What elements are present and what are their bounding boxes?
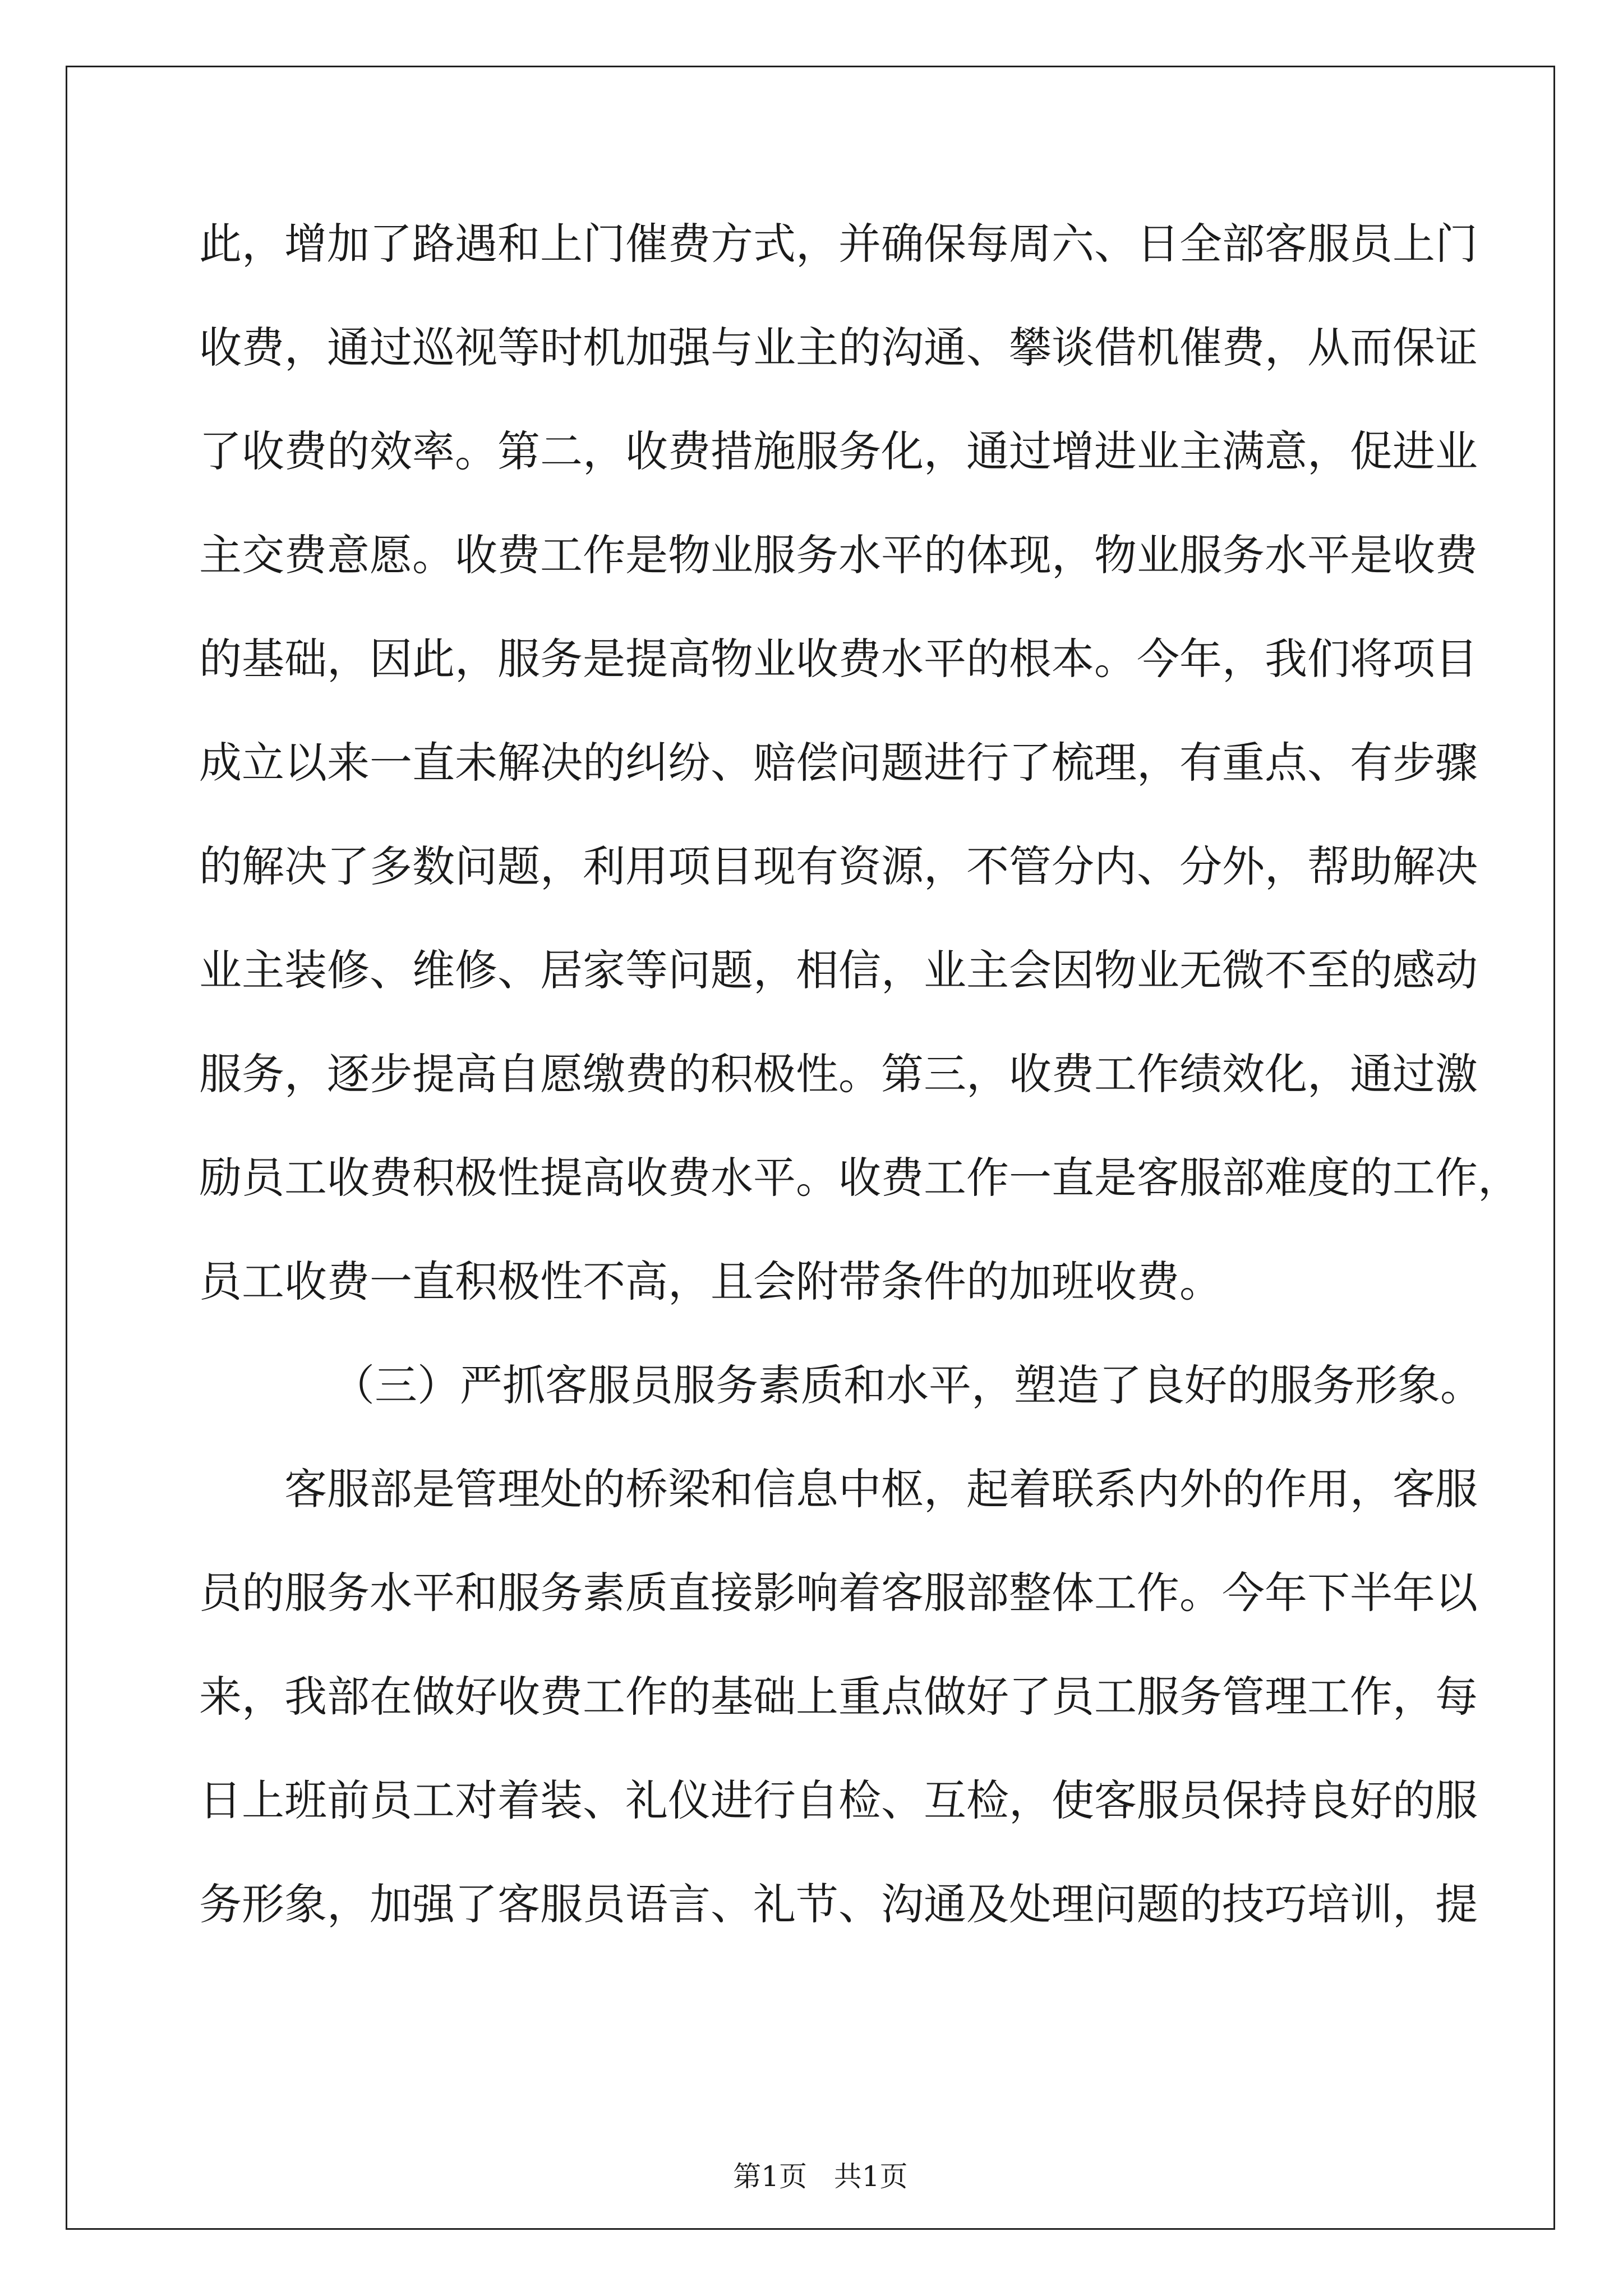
text-line: 员的服务水平和服务素质直接影响着客服部整体工作。今年下半年以 [199,1568,1478,1618]
text-line: 日上班前员工对着装、礼仪进行自检、互检，使客服员保持良好的服 [199,1775,1478,1825]
document-body [199,216,1520,1980]
text-line: 的基础，因此，服务是提高物业收费水平的根本。今年，我们将项目 [199,634,1478,684]
page-number-label: 第1页 共1页 [733,2160,908,2193]
text-line: 收费，通过巡视等时机加强与业主的沟通、攀谈借机催费，从而保证 [199,323,1478,372]
text-line: 此，增加了路遇和上门催费方式，并确保每周六、日全部客服员上门 [199,219,1478,269]
text-line: 客服部是管理处的桥梁和信息中枢，起着联系内外的作用，客服 [284,1464,1478,1514]
section-heading: （三）严抓客服员服务素质和水平，塑造了良好的服务形象。 [332,1360,1483,1410]
text-line: 业主装修、维修、居家等问题，相信，业主会因物业无微不至的感动 [199,945,1478,995]
page-footer [0,2126,1623,2193]
text-line: 励员工收费积极性提高收费水平。收费工作一直是客服部难度的工作， [199,1153,1520,1203]
text-line: 主交费意愿。收费工作是物业服务水平的体现，物业服务水平是收费 [199,530,1478,580]
text-line: 务形象，加强了客服员语言、礼节、沟通及处理问题的技巧培训，提 [199,1879,1478,1929]
text-line: 来，我部在做好收费工作的基础上重点做好了员工服务管理工作，每 [199,1672,1478,1722]
text-line: 了收费的效率。第二，收费措施服务化，通过增进业主满意，促进业 [199,426,1478,476]
text-line: 员工收费一直积极性不高，且会附带条件的加班收费。 [199,1257,1222,1306]
text-line: 服务，逐步提高自愿缴费的积极性。第三，收费工作绩效化，通过激 [199,1049,1478,1099]
text-line: 成立以来一直未解决的纠纷、赔偿问题进行了梳理，有重点、有步骤 [199,738,1478,788]
text-line: 的解决了多数问题，利用项目现有资源，不管分内、分外，帮助解决 [199,841,1478,891]
